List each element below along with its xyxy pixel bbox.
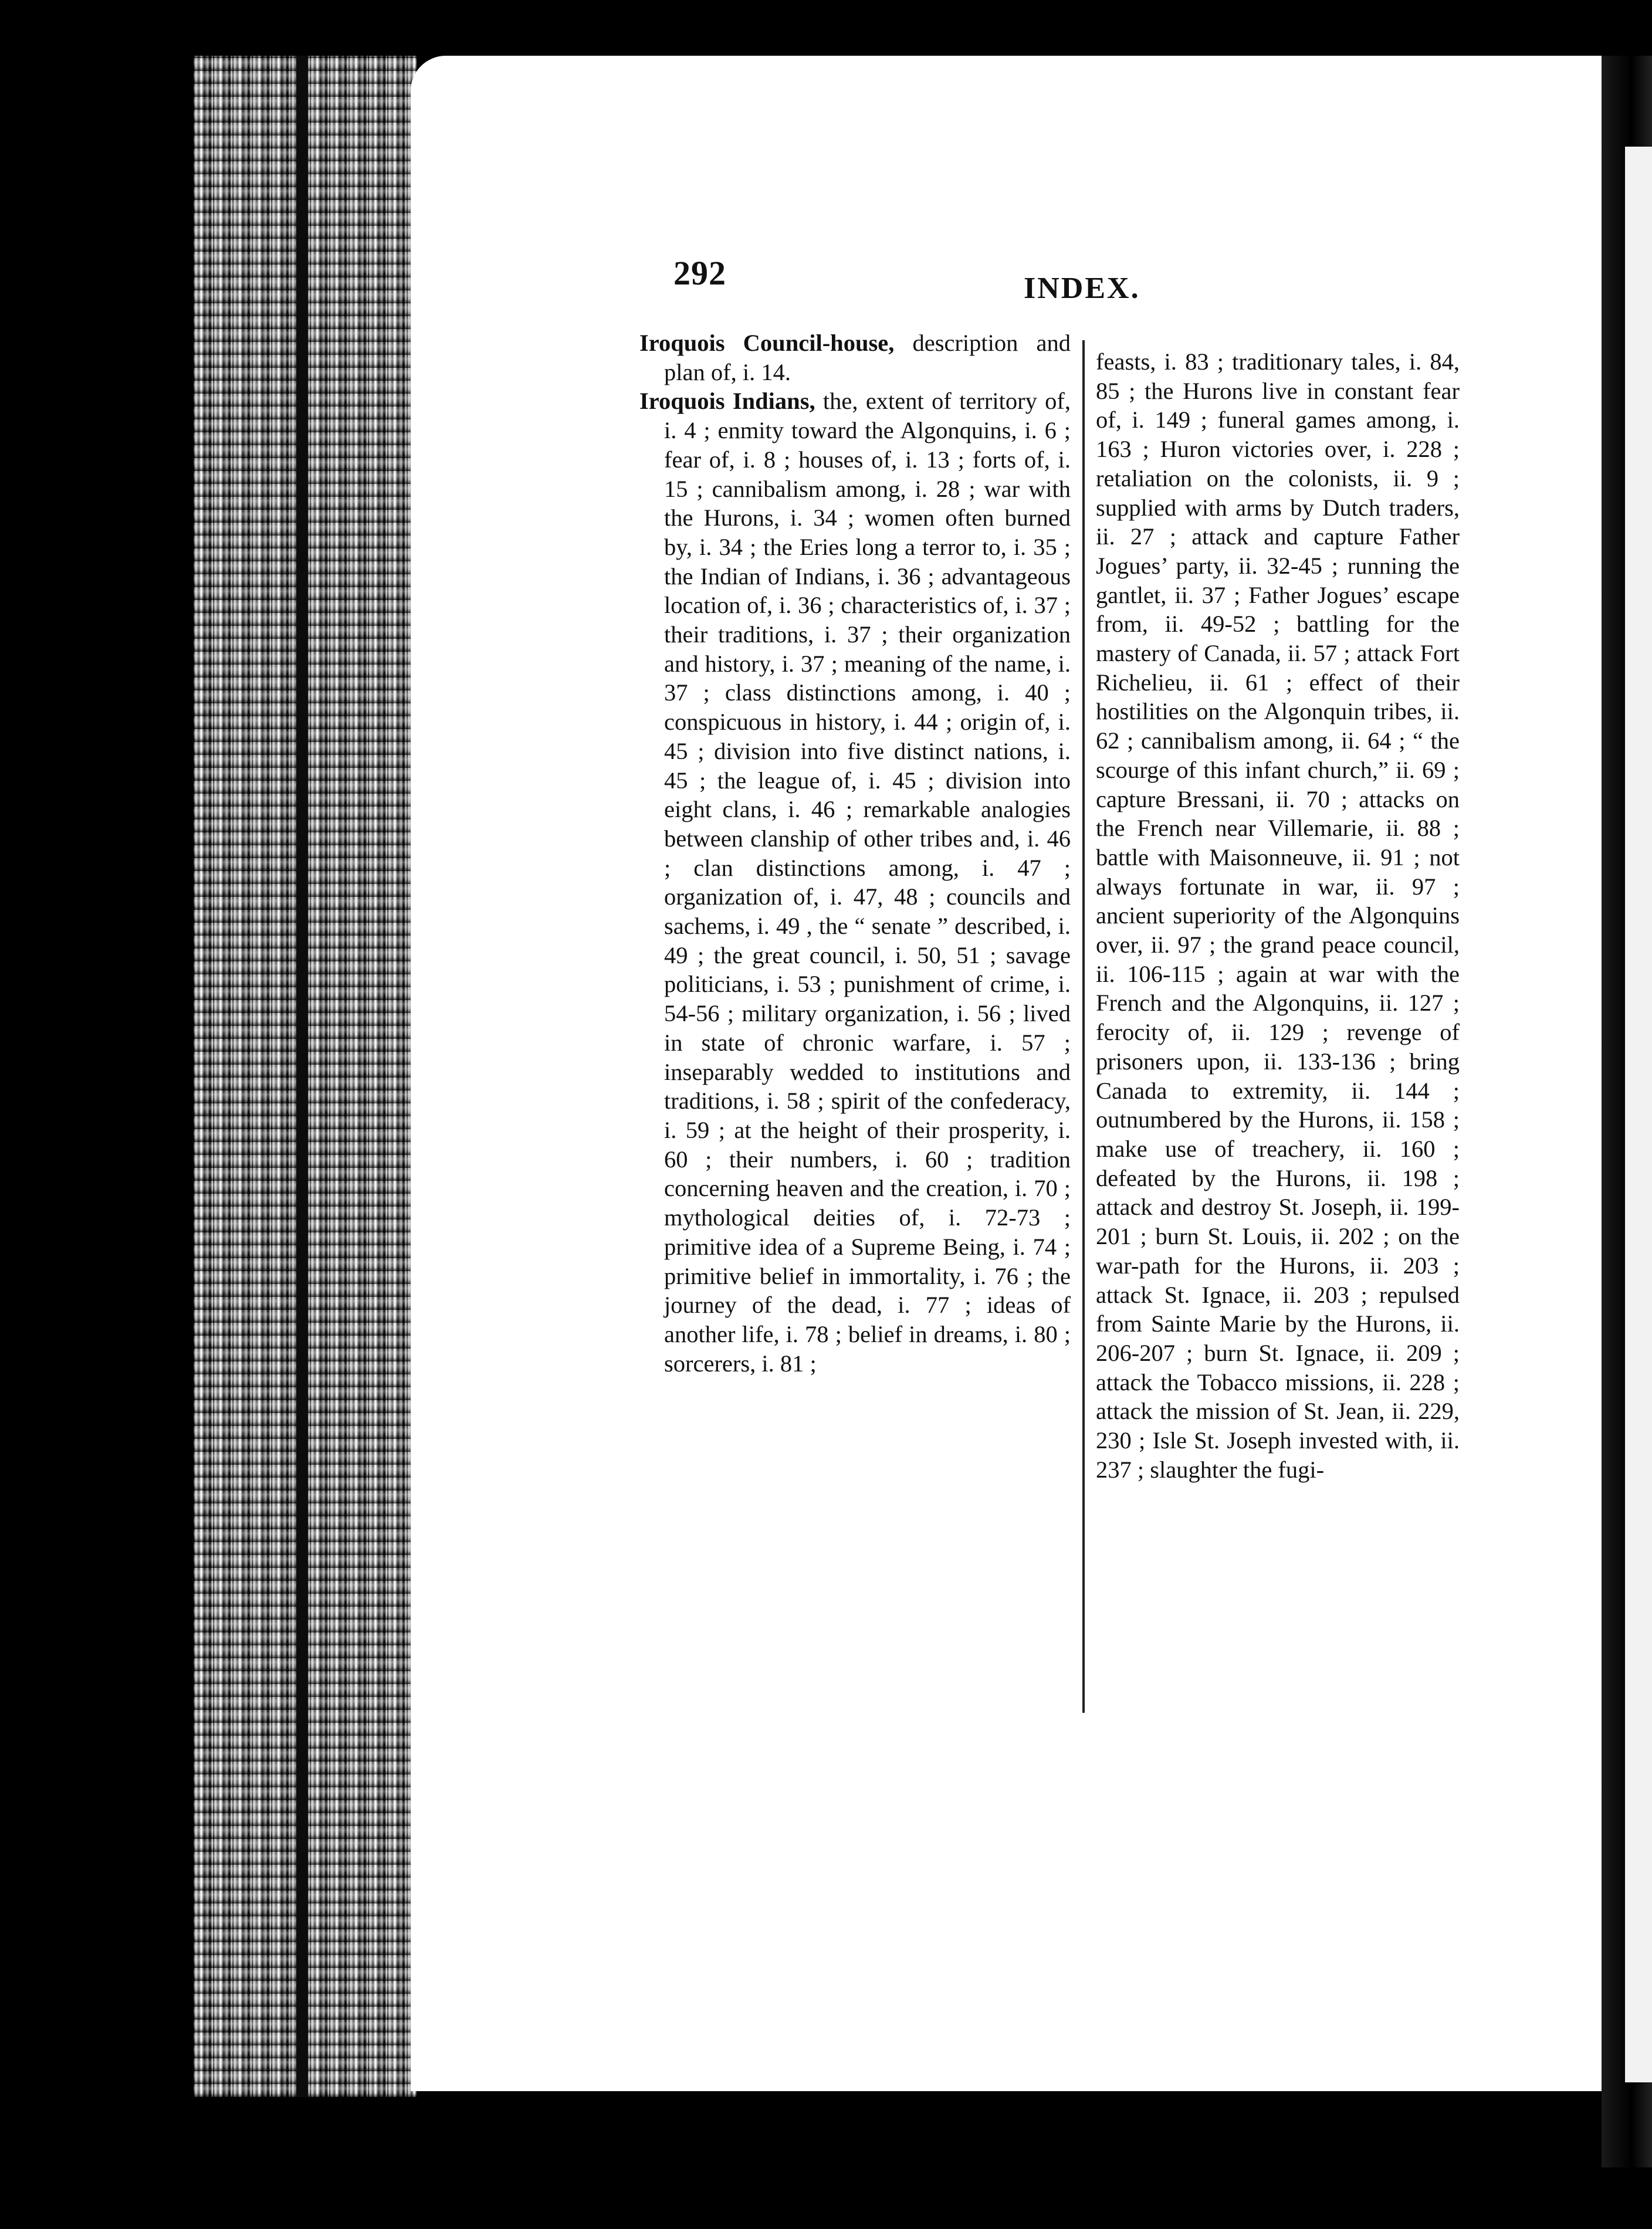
entry-text: description and plan of, i. 14. — [664, 330, 1071, 385]
next-page-sliver — [1625, 147, 1652, 2082]
entry-text: the, extent of territory of, i. 4 ; enmity toward the Algonquins, i. 6 ; fear of, i. 8 ; houses of, i. 13 ; forts of, i. 15 ; cannibalism among, i. 28 ; war with the Hurons, i. 34 ; women often burned by, i. 34 ; the Eries long a terror to, i. 35 ; the Indian of Indians, i. 36 ; advantageous location of, i. 36 ; characteristics of, i. 37 ; their traditions, i. 37 ; their organization and history, i. 37 ; meaning of the name, i. 37 ; class distinctions among, i. 40 ; conspicuous in history, i. 44 ; origin of, i. 45 ; division into five distinct nations, i. 45 ; the league of, i. 45 ; division into eight clans, i. 46 ; remarkable analogies between clanship of other tribes and, i. 46 ; clan distinctions among, i. 47 ; organization of, i. 47, 48 ; councils and sachems, i. 49 , the “ senate ” described, i. 49 ; the great council, i. 50, 51 ; savage politicians, i. 53 ; punishment of crime, i. 54-56 ; military organization, i. 56 ; lived in state of chronic warfare, i. 57 ; inseparably wedded to institutions and traditions, i. 58 ; spirit of the confederacy, i. 59 ; at the height of their prosperity, i. 60 ; their numbers, i. 60 ; tradition concerning heaven and the creation, i. 70 ; mythological deities of, i. 72-73 ; primitive idea of a Supreme Being, i. 74 ; primitive belief in immortality, i. 76 ; the journey of the dead, i. 77 ; ideas of another life, i. 78 ; belief in dreams, i. 80 ; sorcerers, i. 81 ; — [664, 388, 1071, 1377]
running-head: INDEX. — [1024, 272, 1140, 305]
entry-continuation: feasts, i. 83 ; traditionary tales, i. 84, 85 ; the Hurons live in constant fear of, i. 149 ; funeral games among, i. 163 ; Huron victories over, i. 228 ; retaliation on the colonists, ii. 9 ; supplied with arms by Dutch traders, ii. 27 ; attack and capture Father Jogues’ party, ii. 32-45 ; running the gantlet, ii. 37 ; Father Jogues’ escape from, ii. 49-52 ; battling for the mastery of Canada, ii. 57 ; attack Fort Richelieu, ii. 61 ; effect of their hostilities on the Algonquin tribes, ii. 62 ; cannibalism among, ii. 64 ; “ the scourge of this infant church,” ii. 69 ; capture Bressani, ii. 70 ; attacks on the French near Villemarie, ii. 88 ; battle with Maisonneuve, ii. 91 ; not always fortunate in war, ii. 97 ; ancient superiority of the Algonquins over, ii. 97 ; the grand peace council, ii. 106-115 ; again at war with the French and the Algonquins, ii. 127 ; ferocity of, ii. 129 ; revenge of prisoners upon, ii. 133-136 ; bring Canada to extremity, ii. 144 ; outnumbered by the Hurons, ii. 158 ; make use of treachery, ii. 160 ; defeated by the Hurons, ii. 198 ; attack and destroy St. Joseph, ii. 199-201 ; burn St. Louis, ii. 202 ; on the war-path for the Hurons, ii. 203 ; attack St. Ignace, ii. 203 ; repulsed from Sainte Marie by the Hurons, ii. 206-207 ; burn St. Ignace, ii. 209 ; attack the Tobacco missions, ii. 228 ; attack the mission of St. Jean, ii. 229, 230 ; Isle St. Joseph invested with, ii. 237 ; slaughter the fugi- — [1096, 348, 1460, 1483]
index-entry — [639, 387, 1071, 1378]
index-column-right — [1096, 347, 1460, 1484]
index-column-left — [639, 328, 1071, 1378]
entry-heading: Iroquois Indians, — [639, 388, 815, 415]
book-edge-shadow — [296, 56, 308, 2097]
entry-heading: Iroquois Council-house, — [639, 330, 895, 356]
column-divider — [1082, 340, 1085, 1713]
index-entry — [639, 328, 1071, 387]
page-number: 292 — [673, 254, 726, 292]
